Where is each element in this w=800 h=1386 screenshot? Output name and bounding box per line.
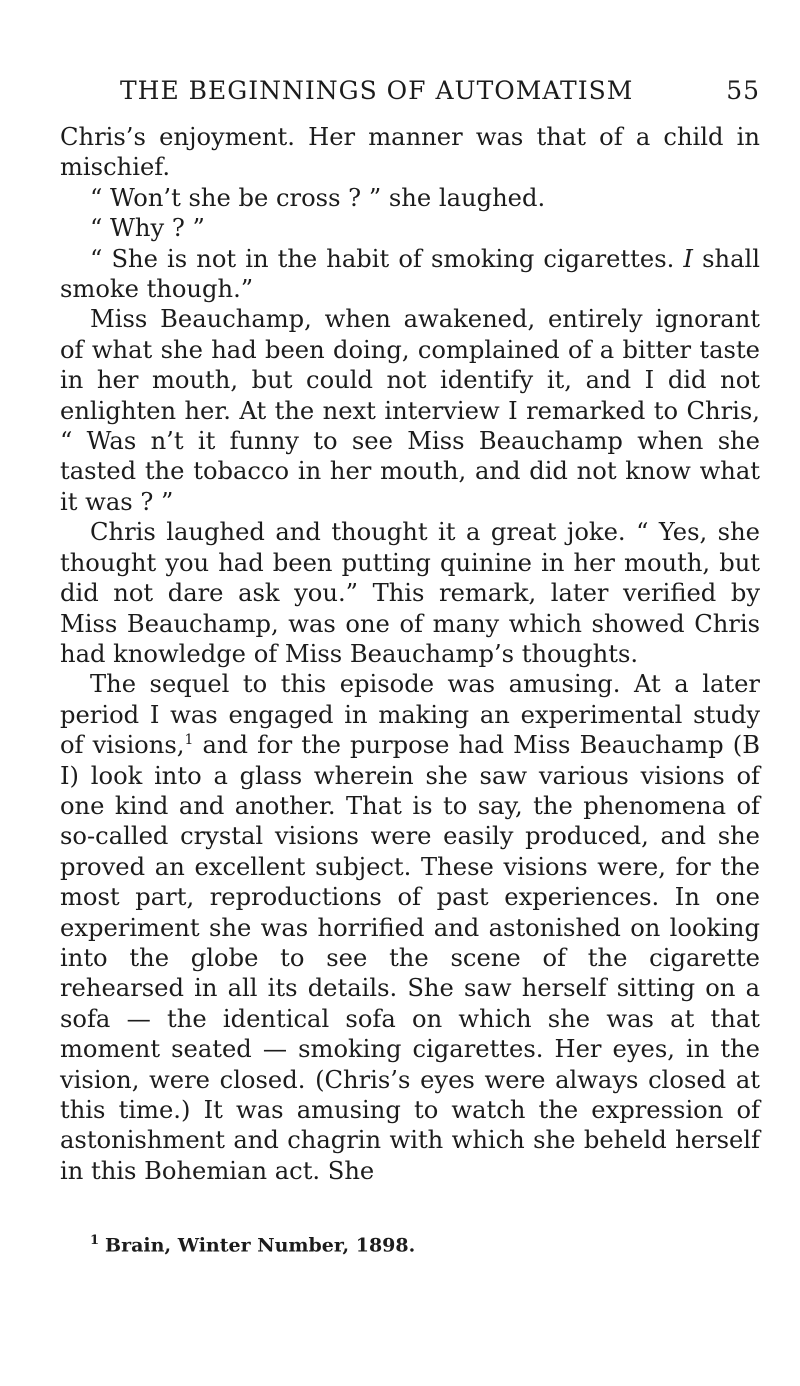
paragraph — [60, 669, 760, 1186]
running-header — [60, 74, 760, 108]
paragraph: Chris laughed and thought it a great joke. “ Yes, she thought you had been putting quinine in her mouth, but did not dare ask you.” This remark, later verified by Miss Beauchamp, was one of many which showed Chris had knowledge of Miss Beauchamp’s thoughts. — [60, 518, 760, 668]
footnote-marker: 1 — [90, 1233, 100, 1248]
page-number: 55 — [726, 76, 760, 105]
running-title: THE BEGINNINGS OF AUTOMATISM — [120, 76, 634, 105]
text-span: The sequel to this episode was amusing. At a later period I was engaged in making an experimental study of visions, — [60, 670, 760, 760]
body-text — [60, 122, 760, 1186]
paragraph: Miss Beauchamp, when awakened, entirely ignorant of what she had been doing, complained of a bitter taste in her mouth, but could not identify it, and I did not enlighten her. At the next interview I remarked to Chris, “ Was n’t it funny to see Miss Beauchamp when she tasted the tobacco in her mouth, and did not know what it was ? ” — [60, 305, 760, 516]
paragraph — [60, 244, 760, 305]
paragraph: “ Won’t she be cross ? ” she laughed. — [90, 183, 546, 212]
paragraph: “ Why ? ” — [90, 214, 205, 243]
text-span: “ She is not in the habit of smoking cigarettes. — [90, 244, 675, 273]
text-span: and for the purpose had Miss Beauchamp (B I) look into a glass wherein she saw various visions of one kind and another. That is to say, the phenomena of so-called crystal visions were easily produced, and she proved an excellent subject. These visions were, for the most part, reproductions of past experiences. In one experiment she was horrified and astonished on looking into the globe to see the scene of the cigarette rehearsed in all its details. She saw herself sitting on a sofa — the identical sofa on which she was at that moment seated — smoking cigarettes. Her eyes, in the vision, were closed. (Chris’s eyes were always closed at this time.) It was amusing to watch the expression of astonishment and chagrin with which she beheld herself in this Bohemian act. She — [60, 731, 760, 1185]
footnote — [90, 1228, 415, 1258]
footnote-text: Brain, Winter Number, 1898. — [105, 1234, 416, 1257]
text-span: shall smoke though.” — [60, 244, 760, 304]
paragraph: Chris’s enjoyment. Her manner was that of a child in mischief. — [60, 123, 760, 182]
italic-pronoun: I — [683, 244, 693, 273]
footnote-reference: 1 — [184, 732, 194, 749]
